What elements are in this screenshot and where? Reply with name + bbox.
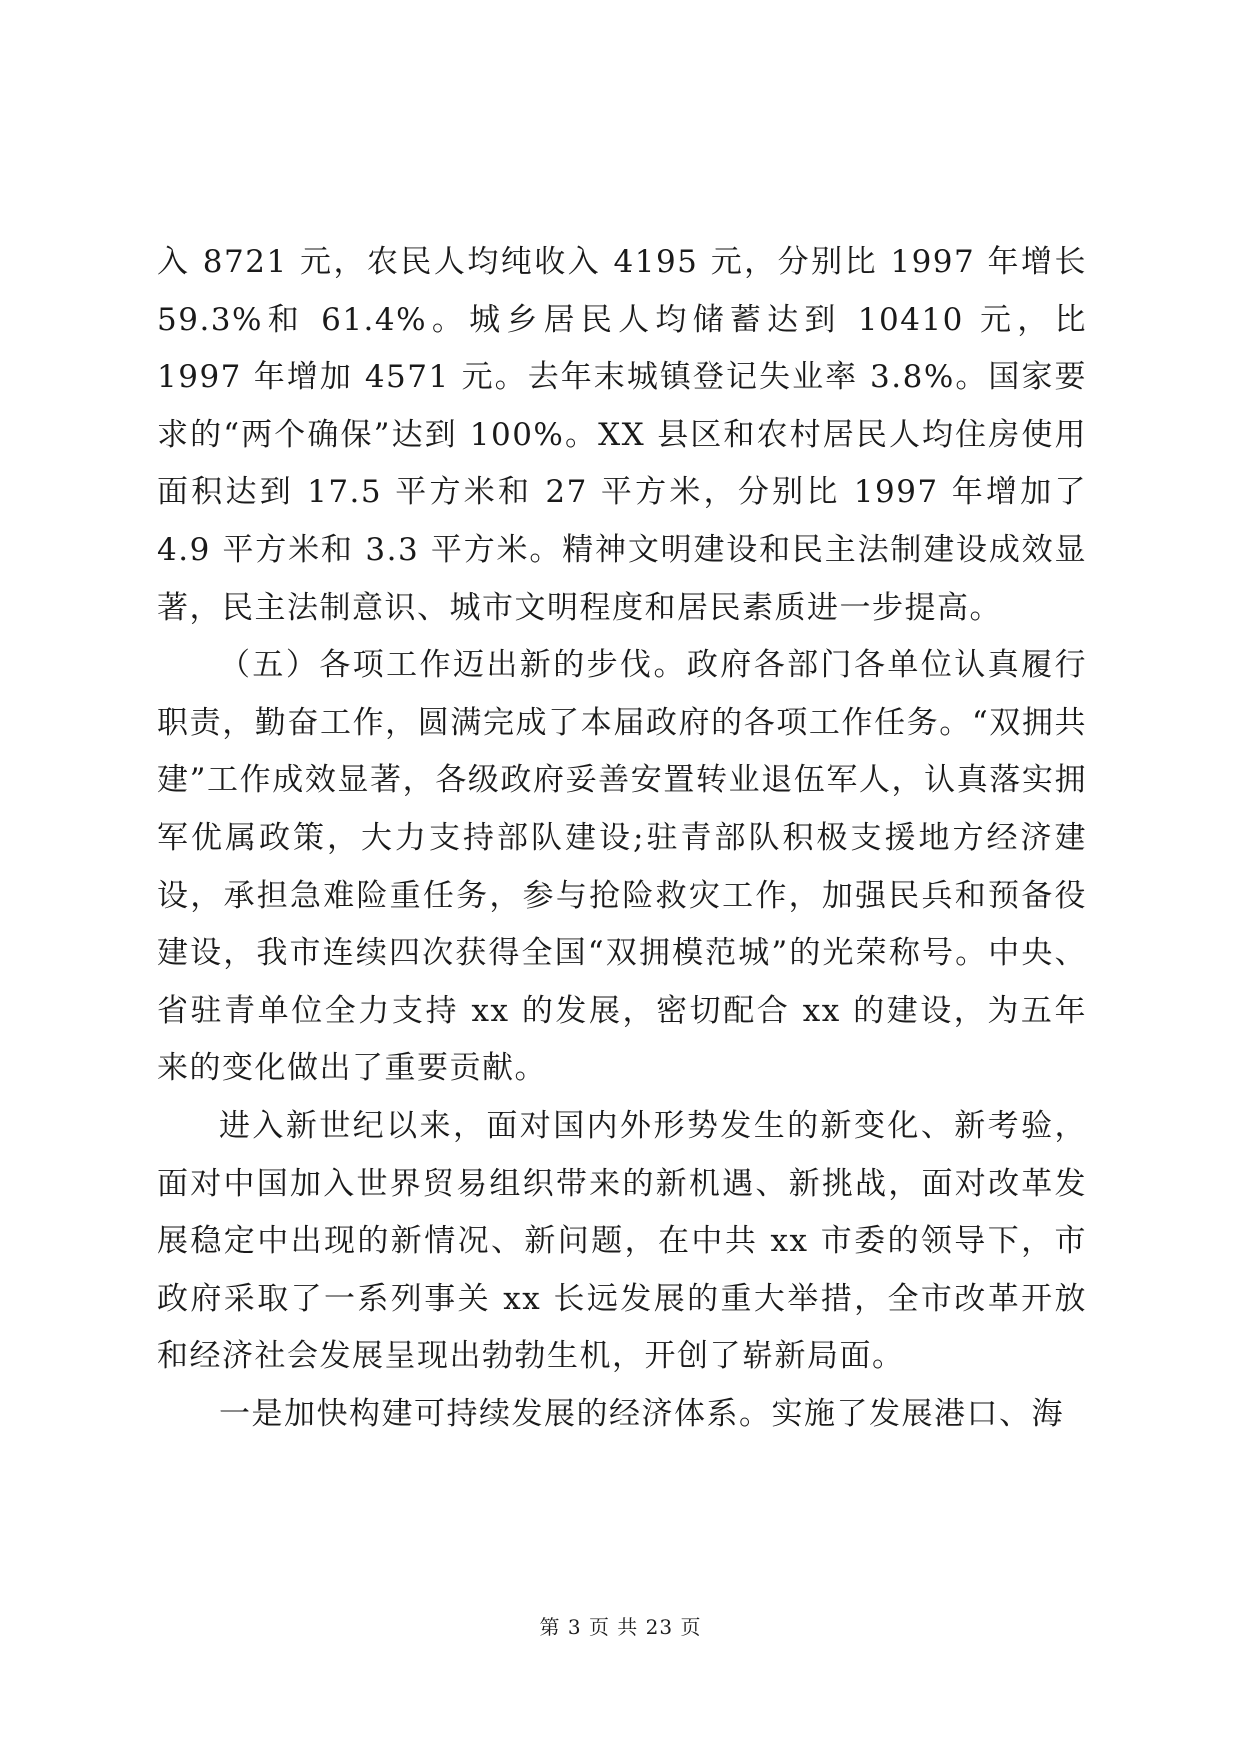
paragraph-work-progress: （五）各项工作迈出新的步伐。政府各部门各单位认真履行职责，勤奋工作，圆满完成了本届政府的各项工作任务。“双拥共建”工作成效显著，各级政府妥善安置转业退伍军人，认真落实拥军优属政策，大力支持部队建设;驻青部队积极支援地方经济建设，承担急难险重任务，参与抢险救灾工作，加强民兵和预备役建设，我市连续四次获得全国“双拥模范城”的光荣称号。中央、省驻青单位全力支持 xx 的发展，密切配合 xx 的建设，为五年来的变化做出了重要贡献。 [157,647,1087,1087]
paragraph-income-statistics: 入 8721 元，农民人均纯收入 4195 元，分别比 1997 年增长 59.3%和 61.4%。城乡居民人均储蓄达到 10410 元，比 1997 年增加 4571 元。去年末城镇登记失业率 3.8%。国家要求的“两个确保”达到 100%。XX 县区和农村居民人均住房使用面积达到 17.5 平方米和 27 平方米，分别比 1997 年增加了 4.9 平方米和 3.3 平方米。精神文明建设和民主法制建设成效显著，民主法制意识、城市文明程度和居民素质进一步提高。 [157,244,1087,626]
paragraph-economic-system: 一是加快构建可持续发展的经济体系。实施了发展港口、海 [219,1395,1064,1432]
page-number-footer: 第 3 页 共 23 页 [539,1615,702,1639]
paragraph-new-century: 进入新世纪以来，面对国内外形势发生的新变化、新考验，面对中国加入世界贸易组织带来的新机遇、新挑战，面对改革发展稳定中出现的新情况、新问题，在中共 xx 市委的领导下，市政府采取了一系列事关 xx 长远发展的重大举措，全市改革开放和经济社会发展呈现出勃勃生机，开创了崭新局面。 [157,1107,1087,1375]
document-body [157,234,1087,1443]
